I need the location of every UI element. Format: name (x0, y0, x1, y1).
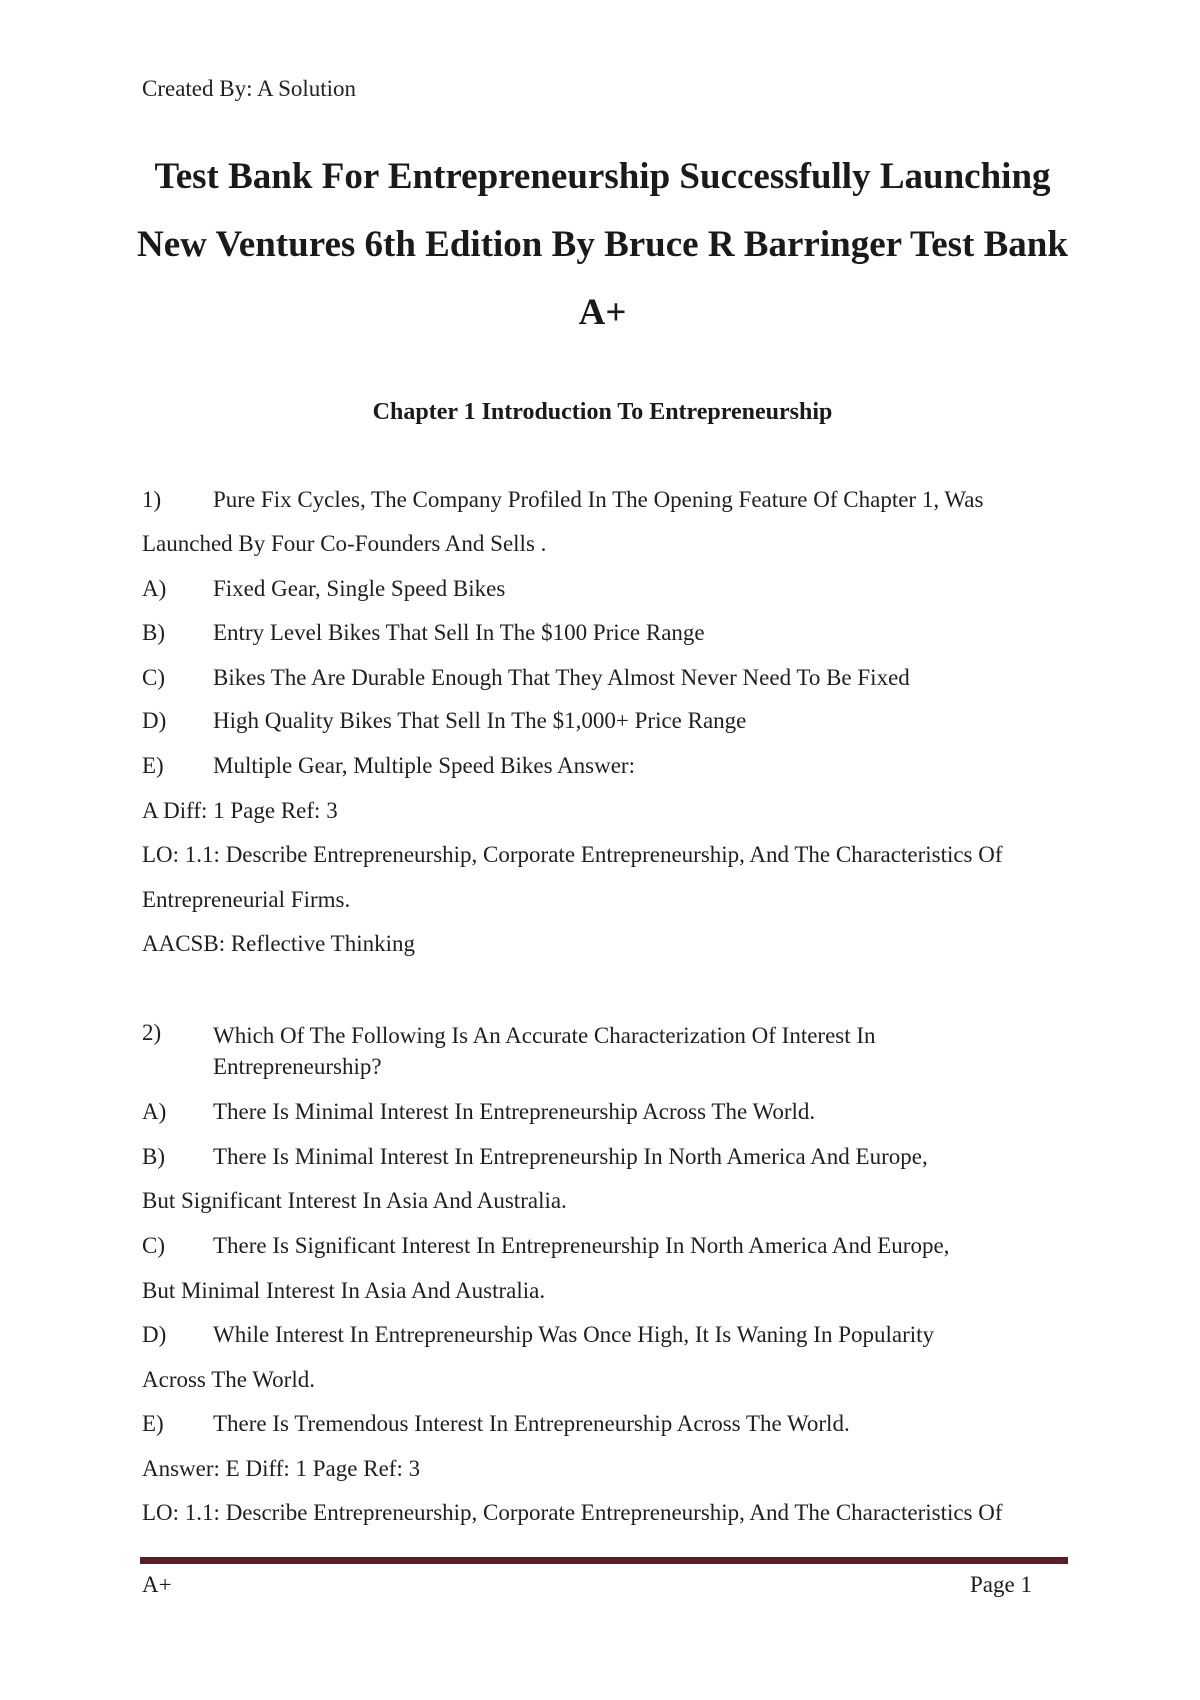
question-2-option-a: A) There Is Minimal Interest In Entrepreneurship Across The World. (142, 1099, 816, 1124)
question-2-option-d-cont: Across The World. (142, 1367, 315, 1392)
question-2-answer: Answer: E Diff: 1 Page Ref: 3 (142, 1456, 421, 1481)
question-1-lo-line-2: Entrepreneurial Firms. (142, 887, 351, 912)
question-2-number: 2) (142, 1020, 162, 1045)
footer-divider (140, 1557, 1068, 1564)
question-1-aacsb: AACSB: Reflective Thinking (142, 931, 416, 956)
question-1-number: 1) (142, 487, 162, 512)
question-1-option-e: E) Multiple Gear, Multiple Speed Bikes Answer: (142, 753, 635, 778)
question-2-option-d: D) While Interest In Entrepreneurship Was Once High, It Is Waning In Popularity (142, 1322, 935, 1347)
title-line-2: New Ventures 6th Edition By Bruce R Barringer Test Bank (137, 224, 1068, 265)
question-1-stem (142, 487, 983, 513)
chapter-heading: Chapter 1 Introduction To Entrepreneurship (372, 399, 833, 425)
question-1-option-d: D) High Quality Bikes That Sell In The $1,000+ Price Range (142, 708, 747, 733)
question-2-option-c: C) There Is Significant Interest In Entrepreneurship In North America And Europe, (142, 1233, 950, 1258)
footer-left-label: A+ (142, 1572, 172, 1597)
question-2-option-b-cont: But Significant Interest In Asia And Australia. (142, 1188, 567, 1213)
question-1-option-c: C) Bikes The Are Durable Enough That They Almost Never Need To Be Fixed (142, 665, 910, 690)
question-2-option-b: B) There Is Minimal Interest In Entrepreneurship In North America And Europe, (142, 1144, 928, 1169)
document-title (130, 143, 1075, 347)
question-2-option-e: E) There Is Tremendous Interest In Entrepreneurship Across The World. (142, 1411, 850, 1436)
question-2-option-c-cont: But Minimal Interest In Asia And Australia. (142, 1278, 546, 1303)
title-line-3: A+ (578, 292, 627, 333)
question-1-stem-cont: Launched By Four Co-Founders And Sells . (142, 531, 547, 556)
question-1-answer: A Diff: 1 Page Ref: 3 (142, 798, 338, 823)
question-1-option-b: B) Entry Level Bikes That Sell In The $100 Price Range (142, 620, 705, 645)
created-by-header: Created By: A Solution (142, 76, 357, 101)
question-2-stem: Which Of The Following Is An Accurate Characterization Of Interest In Entrepreneurship? (213, 1023, 876, 1079)
title-line-1: Test Bank For Entrepreneurship Successfully Launching (154, 156, 1051, 197)
page-number: Page 1 (970, 1572, 1032, 1597)
question-1-stem-text: Pure Fix Cycles, The Company Profiled In The Opening Feature Of Chapter 1, Was (213, 487, 984, 512)
question-2-lo-line-1: LO: 1.1: Describe Entrepreneurship, Corporate Entrepreneurship, And The Characteristics Of (142, 1500, 1003, 1525)
question-1-option-a: A) Fixed Gear, Single Speed Bikes (142, 576, 506, 601)
question-1-lo-line-1: LO: 1.1: Describe Entrepreneurship, Corporate Entrepreneurship, And The Characteristics Of (142, 842, 1003, 867)
